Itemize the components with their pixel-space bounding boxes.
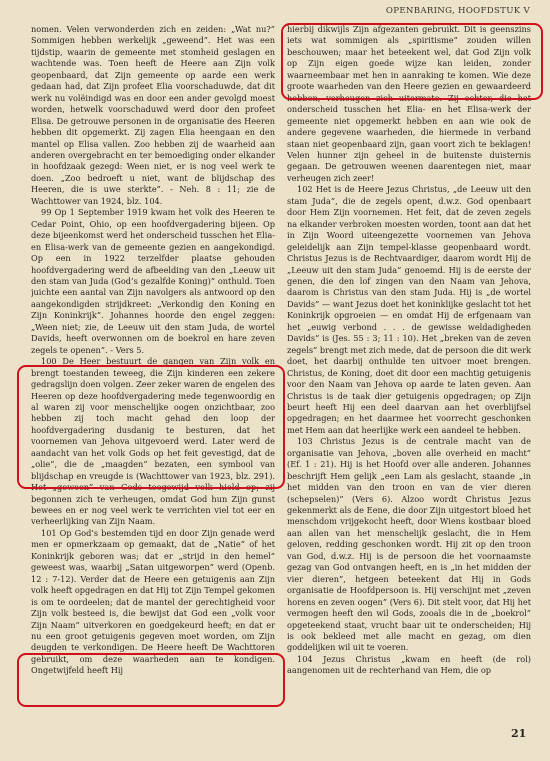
paragraph-99: 99 Op 1 September 1919 kwam het volk des Heeren te Cedar Point, Ohio, op een hoofdvergadering bijeen. Op deze bijeenkomst werd het onderscheid tusschen het Elia- en Elisa-werk van de gemeente gezien en aangekondigd. Op een in 1922 terzelfder plaatse gehouden hoofdvergadering werd de afbeelding van den „Leeuw uit den stam van Juda (God’s gezalfde Koning)” onthuld. Toen juichte een aantal van Zijn navolgers als antwoord op den aangekondigden strijdkreet: „Verkondig den Koning en Zijn Koninkrijk”. Johannes hoorde den engel zeggen: „Ween niet; zie, de Leeuw uit den stam Juda, de wortel Davids, heeft overwonnen om de boekrol en hare zeven zegels te openen”. - Vers 5. bbox=[31, 207, 275, 355]
paragraph-103: 103 Christus Jezus is de centrale macht van de organisatie van Jehova, „boven alle overheid en macht” (Ef. 1 : 21). Hij is het Hoofd over alle anderen. Johannes beschrijft Hem gelijk „een Lam als geslacht, staande „in het midden van den troon en van de vier dieren (schepselen)” (Vers 6). Alzoo wordt Christus Jezus gekenmerkt als de Eene, die door Zijn uitgestort bloed het menschdom vrijgekocht heeft, door Wiens kostbaar bloed aan allen van het menschelijk geslacht, die in Hem geloven, redding geschonken wordt. Hij zit op den troon van God, d.w.z. Hij is de persoon die het voornaamste gezag van God ontvangen heeft, en is „in het midden der vier dieren”, hetgeen beteekent dat Hij in Gods organisatie de Hoofdpersoon is. Hij verschijnt met „zeven horens en zeven oogen” (Vers 6). Dit stelt voor, dat Hij het vermogen heeft den wil Gods, zooals die in de „boekrol” opgeteekend staat, vrucht baar uit te onderscheiden; Hij is ook bekleed met alle macht en gezag, om dien goddelijken wil uit te voeren. bbox=[287, 436, 531, 653]
running-header: OPENBARING, HOOFDSTUK V bbox=[385, 6, 530, 16]
paragraph-100: 100 De Heer bestuurt de gangen van Zijn volk en brengt toestanden teweeg, die Zijn kinderen een zekere gedragslijn doen volgen. Zeer zeker waren de engelen des Heeren op deze hoofdvergadering mede tegenwoordig en al waren zij voor menschelijke oogen onzichtbaar, zoo hebben zij toch macht gehad den loop der hoofdvergadering dusdanig te besturen, dat het voornemen van Jehova uitgevoerd werd. Later werd de aandacht van het volk Gods op het feit gevestigd, dat de „olie”, die de „maagden” bezaten, een symbool van blijdschap en vreugde is (Wachttower van 1923, blz. 291). Het „geween” van Gods toegewijd volk hield op; zij begonnen zich te verheugen, omdat God hun Zijn gunst bewees en er nog veel werk te verrichten viel tot eer en verheerlijking van Zijn Naam. bbox=[31, 356, 275, 527]
paragraph-101-end: hierbij dikwijls Zijn afgezanten gebruikt. Dit is geenszins iets wat sommigen als „spiritisme” zouden willen beschouwen; maar het beteekent wel, dat God Zijn volk op Zijn eigen goede wijze kan leiden, zonder waarneembaar met hen in aanraking te komen. Wie deze groote waarheden van den Heere gezien en gewaardeerd hebben, verheugen zich uitermate. Zij echter, die het onderscheid tusschen het Elia- en het Elisa-werk der gemeente niet opgemerkt hebben en aan wie ook de andere gegevene waarheden, die hiermede in verband staan niet geopenbaard zijn, gaan voort zich te beklagen! Velen hunner zijn geheel in de buitenste duisternis gegaan. De getrouwen weenen daarentegen niet, maar verheugen zich zeer! bbox=[287, 24, 531, 183]
paragraph-104: 104 Jezus Christus „kwam en heeft (de rol) aangenomen uit de rechterhand van Hem, die op bbox=[287, 653, 531, 676]
paragraph-102: 102 Het is de Heere Jezus Christus, „de Leeuw uit den stam Juda”, die de zegels opent, d.w.z. God openbaart door Hem Zijn voornemen. Het feit, dat de zeven zegels na elkander verbroken moesten worden, toont aan dat het in Zijn Woord uiteengezette voornemen van Jehova geleidelijk aan Zijn tempel-klasse geopenbaard wordt. Christus Jezus is de Rechtvaardiger, daarom wordt Hij de „Leeuw uit den stam Juda” genoemd. Hij is de eerste der genen, die den lof zingen van den Naam van Jehova, daarom is Christus van den stam Juda. Hij is „de wortel Davids” — want Jezus doet het koninklijke geslacht tot het Koninkrijk opgroeien — en omdat Hij de erfgenaam van het „euwig verbond . . . de gewisse weldadigheden Davids” is (Jes. 55 : 3; 11 : 10). Het „breken van de zeven zegels” brengt met zich mede, dat de persoon die dit werk doet, het daarbij onthulde ten uitvoer moet brengen. Christus, de Koning, doet dit door een machtig getuigenis voor den Naam van Jehova op aarde te laten geven. Aan Christus is de taak dier getuigenis opgedragen; op Zijn beurt heeft Hij een deel daarvan aan het overblijfsel opgedragen; en het daarmee het voorrecht geschonken met Hem aan dat heerlijke werk een aandeel te hebben. bbox=[287, 184, 531, 435]
paragraph-101: 101 Op God’s bestemden tijd en door Zijn genade werd men er opmerkzaam op gemaakt, dat de „Natie” of het Koninkrijk geboren was; dat er „strijd in den hemel” geweest was, waarbij „Satan uitgeworpen” werd (Openb. 12 : 7-12). Verder dat de Heere een getuigenis aan Zijn volk heeft opgedragen en dat Hij tot Zijn Tempel gekomen is om te oordeelen; dat de mantel der gerechtigheid voor Zijn volk besteed is, die bewijst dat God een „volk voor Zijn Naam” uitverkoren en goedgekeurd heeft; en dat er nu een groot getuigenis gegeven moet worden, om Zijn deugden te verkondigen. De Heere heeft De Wachttoren gebruikt, om deze waarheden aan te kondigen. Ongetwijfeld heeft Hij bbox=[31, 527, 275, 676]
paragraph-98-end: nomen. Velen verwonderden zich en zeiden: „Wat nu?” Sommigen hebben werkelijk „geweend”. Het was een tijdstip, waarin de gemeente met stomheid geslagen en wachtende was. Toen heeft de Heere aan Zijn volk geopenbaard, dat Zijn gemeente op aarde een werk gedaan had, dat Zijn profeet Elia voorschaduwde, dat dit werk nu volëindigd was en door een ander gevolgd moest worden, hetwelk voorschaduwd werd door den profeet Elisa. De getrouwe personen in de organisatie des Heeren hebben dit opgemerkt. Zij zagen Elia heengaan en den mantel op Elisa vallen. Zoo hebben zij de waarheid aan anderen overgebracht en ter bemoediging onder elkander in hoofdzaak gezegd: Ween niet, er is nog veel werk te doen. „Zoo bedroeft u niet, want de blijdschap des Heeren, die is uwe sterkte”. - Neh. 8 : 11; zie de Wachttower van 1924, blz. 104. bbox=[31, 24, 275, 206]
right-column bbox=[287, 24, 531, 750]
left-column bbox=[31, 24, 275, 750]
page-number: 21 bbox=[511, 727, 527, 740]
